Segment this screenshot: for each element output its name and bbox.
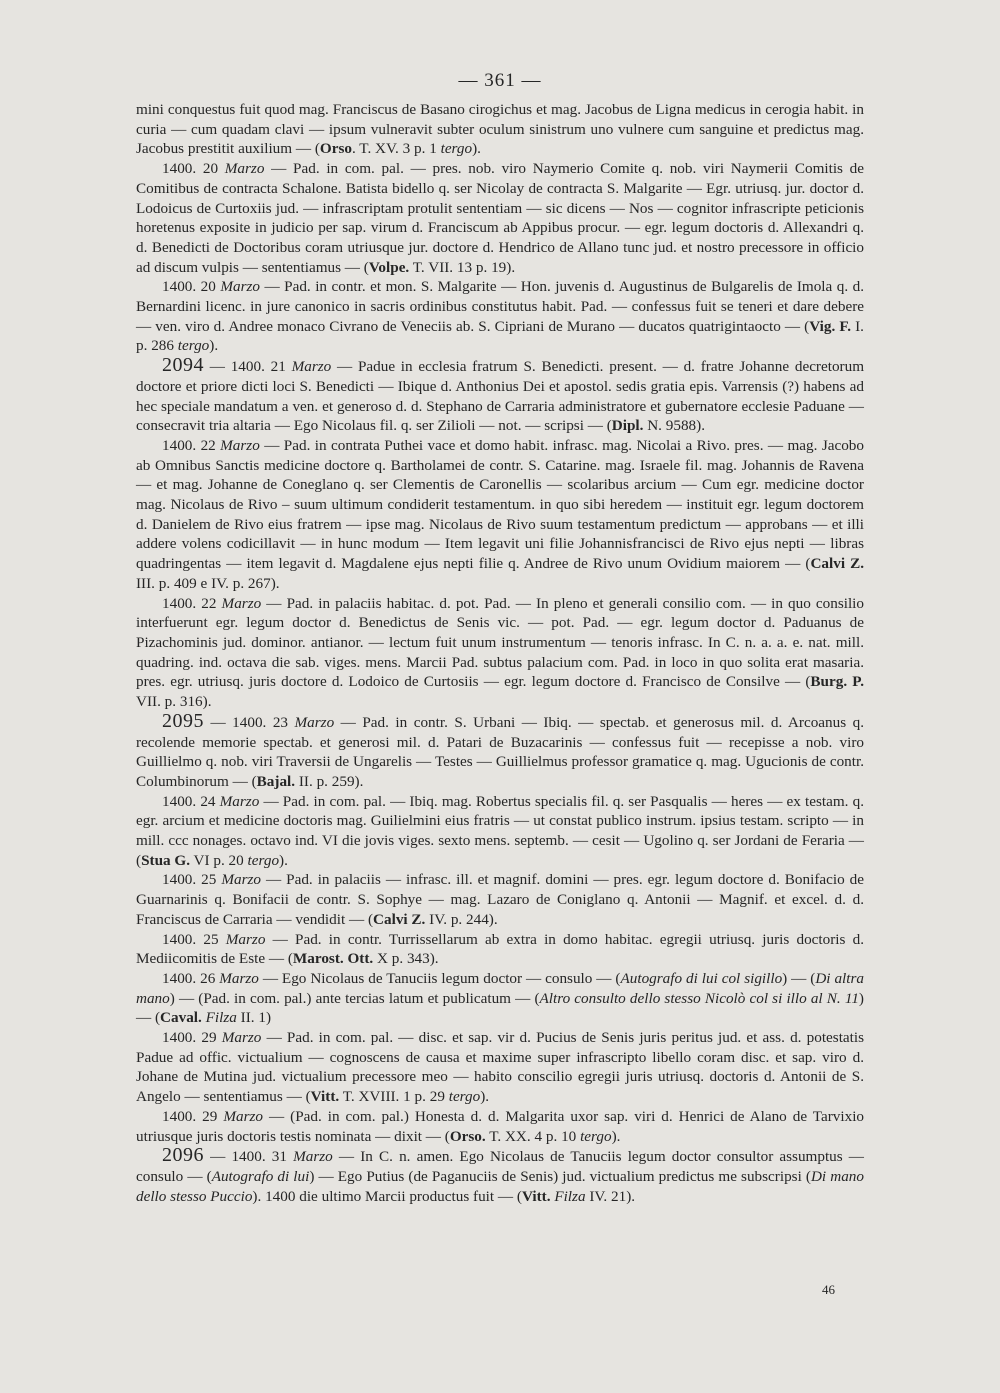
paragraph [136,870,864,929]
paragraph-text: 1400. 24 Marzo — Pad. in com. pal. — Ibiq. mag. Robertus specialis fil. q. ser Pasqualis — heres — ex testam. q. egr. arcium et medicine doctoris mag. Guilielmini eius fratris — ut constat publico instrum. ipsius testam. scripto — in mill. ccc nonages. octavo ind. VI die jovis viges. sexto mens. septemb. — cesit — Ugolino q. ser Jordani de Feraria — (Stua G. VI p. 20 tergo). [136,792,864,869]
paragraph [136,436,864,594]
paragraph [136,277,864,356]
document-entry-paragraph [136,709,865,792]
document-number: 2095 [162,709,204,732]
document-number: 2094 [162,354,204,377]
paragraph [136,1028,864,1107]
paragraph-text: — 1400. 31 Marzo — In C. n. amen. Ego Nicolaus de Tanuciis legum doctor consultor assumptus — consulo — (Autografo di lui) — Ego Putius (de Paganuciis de Senis) jud. victualium predictus me subscripsi (Di mano dello stesso Puccio). 1400 die ultimo Marcii productus fuit — (Vitt. Filza IV. 21). [136,1148,864,1205]
paragraph-text: 1400. 29 Marzo — Pad. in com. pal. — disc. et sap. vir d. Pucius de Senis juris peritus jud. et ass. d. potestatis Padue ad offic. victualium — cognoscens de causa et maxime super infrascripto libello coram disc. et sap. viro d. Johane de Mutina jud. victualium precessore meo — habito conscilio egregii juris utriusq. doctoris d. Antonii de S. Angelo — sententiamus — (Vitt. T. XVIII. 1 p. 29 tergo). [136,1029,864,1106]
paragraph [136,969,864,1028]
document-number: 2096 [162,1144,204,1167]
paragraph-text: 1400. 26 Marzo — Ego Nicolaus de Tanuciis legum doctor — consulo — (Autografo di lui col sigillo) — (Di altra mano) — (Pad. in com. pal.) ante tercias latum et publicatum — (Altro consulto dello stesso Nicolò col si illo al N. 11) — (Caval. Filza II. 1) [136,969,864,1027]
paragraph [136,594,864,712]
body-text [136,100,864,1206]
paragraph-text: 1400. 22 Marzo — Pad. in palaciis habitac. d. pot. Pad. — In pleno et generali consilio com. — in quo consilio interfuerunt egr. legum doctor d. Benedictus de Senis vic. — pot. Pad. — egr. legum doctor d. Paduanus de Pizachominis jud. dominor. antianor. — lectum fuit unum instrumentum — tenoris infrasc. In C. n. a. a. e. nat. mill. quadring. ind. octava die sab. viges. mens. Marcii Pad. subtus palacium com. Pad. in loco in quo solita erat masaria. pres. egr. utriusq. juris doctore d. Lodoico de Curtosiis — egr. legum doctore d. Francisco de Consilve — (Burg. P. VII. p. 316). [136,594,864,711]
paragraph [136,930,864,969]
page-number: — 361 — [458,70,542,91]
paragraph [136,1107,864,1146]
paragraph [136,100,864,159]
paragraph-text: 1400. 29 Marzo — (Pad. in com. pal.) Honesta d. d. Malgarita uxor sap. viri d. Henrici de Alano de Tarvixio utriusque juris doctoris testis nominata — dixit — (Orso. T. XX. 4 p. 10 tergo). [136,1107,865,1145]
paragraph-text: 1400. 25 Marzo — Pad. in palaciis — infrasc. ill. et magnif. domini — pres. egr. legum doctore d. Bonifacio de Guarnarinis q. Bonifacii de contr. S. Sophye — mag. Lazaro de Coniglano q. Antonii — Magnif. et excel. d. d. Franciscus de Carraria — vendidit — (Calvi Z. IV. p. 244). [136,871,864,928]
paragraph-text: 1400. 20 Marzo — Pad. in contr. et mon. S. Malgarite — Hon. juvenis d. Augustinus de Bulgarelis de Imola q. d. Bernardini licenc. in jure canonico in sacris ordinibus constitutus habit. Pad. — confessus fuit se teneri et dare debere — ven. viro d. Andree monaco Civrano de Veneciis ab. S. Cipriani de Murano — ducatos quatrigintaocto — (Vig. F. I. p. 286 tergo). [136,278,865,355]
paragraph-text: 1400. 22 Marzo — Pad. in contrata Puthei vace et domo habit. infrasc. mag. Nicolai a Rivo. pres. — mag. Jacobo ab Omnibus Sanctis medicine doctore q. Bartholamei de contr. S. Catarine. mag. Israele fil. mag. Johannis de Ravena — et mag. Johanne de Coneglano q. ser Clementis de Caronellis — scolaribus arcium — Cum egr. medicine doctor mag. Nicolaus de Rivo – suum ultimum condiderit testamentum. in quo sibi heredem — instituit egr. legum doctorem d. Danielem de Rivo eius fratrem — ipse mag. Nicolaus de Rivo suum testamentum predictum — approbans — et illi addere volens codicillavit — in hunc modum — Item legavit uni filie Johannisfrancisci de Rivo ejus nepti — libras quadringentas — item legavit d. Magdalene ejus nepti filie q. Andree de Rivo unum Ovidium maiorem — (Calvi Z. III. p. 409 e IV. p. 267). [136,436,864,592]
paragraph-text: — 1400. 23 Marzo — Pad. in contr. S. Urbani — Ibiq. — spectab. et generosus mil. d. Arcoanus q. recolende memorie spectab. et generosi mil. d. Patari de Buzacarinis — confessus fuit — recepisse a nob. viro Guillielmo q. nob. viri Traversii de Ungarelis — Testes — Guillielmus professor gramatice q. mag. Ugucionis de contr. Columbinorum — (Bajal. II. p. 259). [136,713,865,790]
paragraph [136,792,864,871]
signature-mark: 46 [822,1282,835,1297]
paragraph-text: 1400. 25 Marzo — Pad. in contr. Turrissellarum ab extra in domo habitac. egregii utriusq. juris doctoris d. Mediicomitis de Este — (Marost. Ott. X p. 343). [136,930,865,968]
paragraph-text: mini conquestus fuit quod mag. Franciscus de Basano cirogichus et mag. Jacobus de Ligna medicus in cerogia habit. in curia — cum quadam clavi — ipsum vulneravit subter oculum sinistrum uno vulnere cum sanguine et predictus mag. Jacobus prestitit auxilium — (Orso. T. XV. 3 p. 1 tergo). [136,101,864,158]
document-entry-paragraph [136,1146,864,1206]
paragraph [136,159,864,277]
paragraph-text: — 1400. 21 Marzo — Padue in ecclesia fratrum S. Benedicti. present. — d. fratre Johanne decretorum doctore et priore dicti loci S. Benedicti — Ibique d. Anthonius Dei et apostol. sedis gratia epis. Varrensis (?) habens ad hec speciale mandatum a ven. et generoso d. d. Stephano de Carraria administratore et gubernatore ecclesie Paduane — consecravit tria altaria — Ego Nicolaus fil. q. ser Zilioli — not. — scripsi — (Dipl. N. 9588). [136,358,865,435]
document-entry-paragraph [136,356,864,436]
paragraph-text: 1400. 20 Marzo — Pad. in com. pal. — pres. nob. viro Naymerio Comite q. nob. viri Naymerii Comitis de Comitibus de contracta Schalone. Batista bidello q. ser Nicolay de contracta S. Malgarite — Egr. utriusq. jur. doctor d. Lodoicus de Curtoxiis jud. — infrascriptam protulit sententiam — sic dicens — Nos — cognitor infrascripte peticionis horetenus exposite in judicio per sap. virum d. Franciscum ab Appibus procur. — egr. legum doctoris d. Allexandri q. d. Benedicti de Doctoribus coram utriusque jur. doctore d. Hendrico de Allano tunc jud. et nostro precessore in officio ad discum vulpis — sententiamus — (Volpe. T. VII. 13 p. 19). [136,160,864,276]
